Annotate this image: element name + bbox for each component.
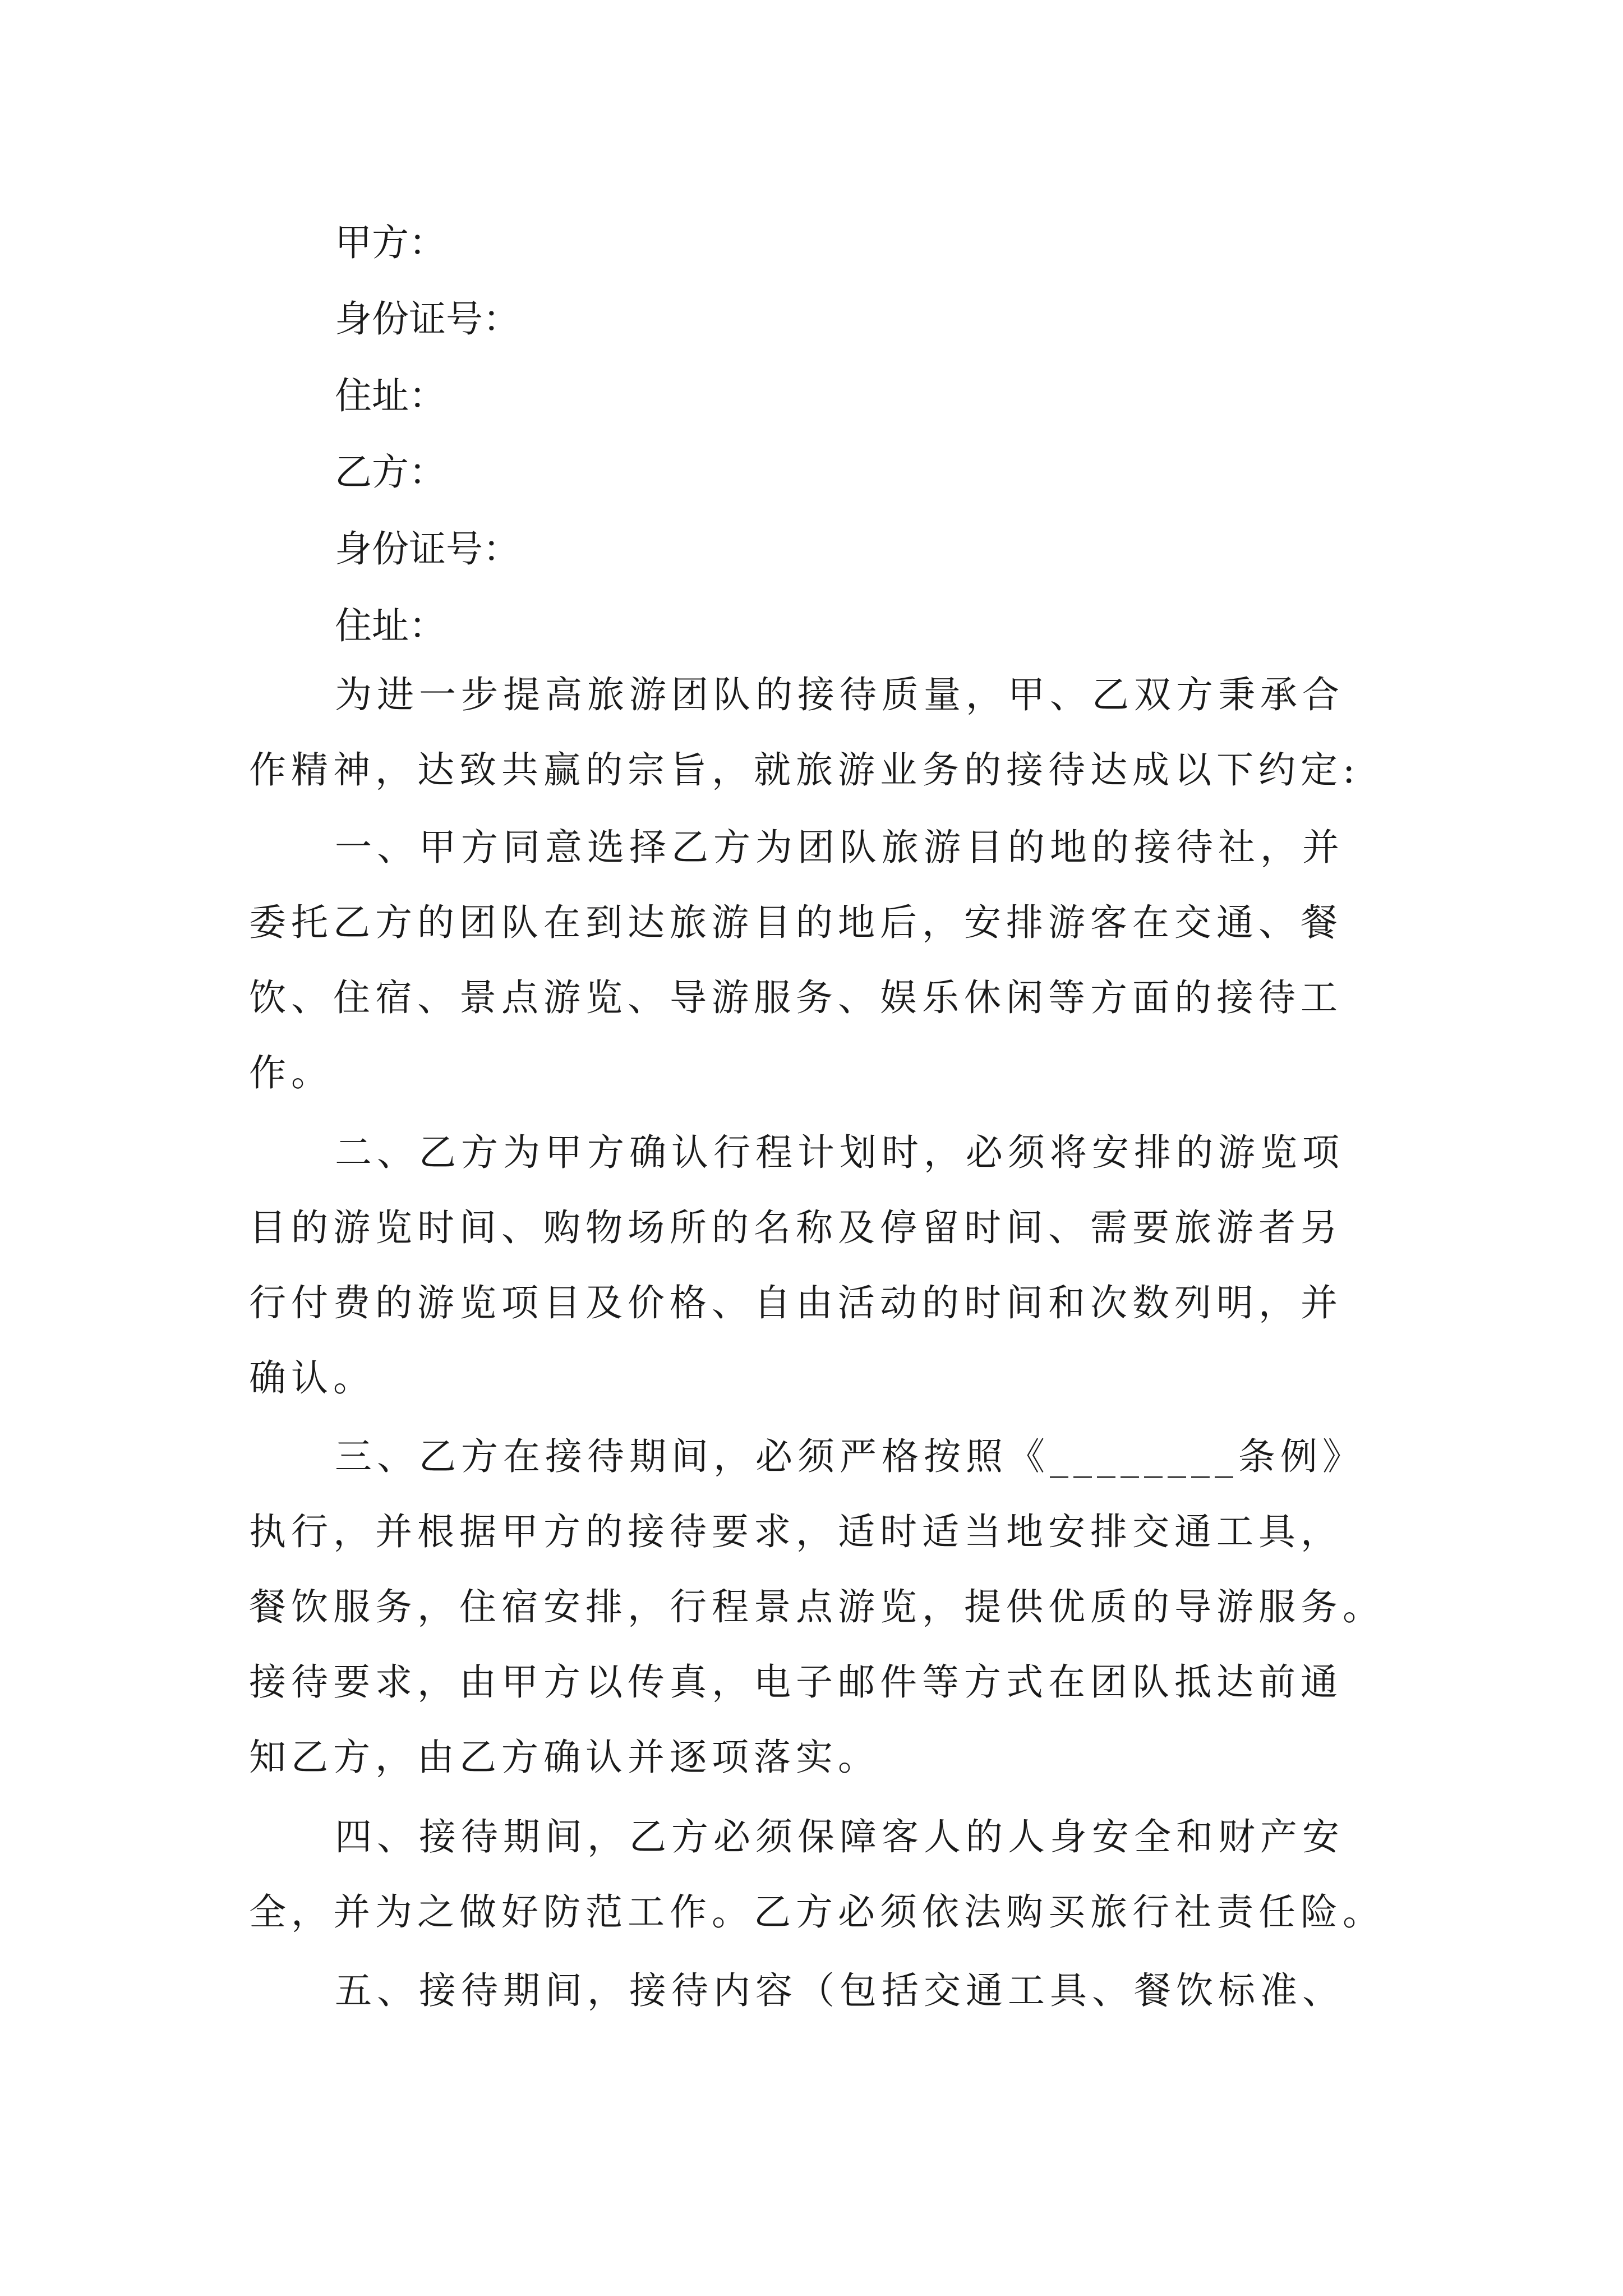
paragraph-line: 接待要求，由甲方以传真，电子邮件等方式在团队抵达前通 [249,1660,1343,1704]
paragraph-line: 二、乙方为甲方确认行程计划时，必须将安排的游览项 [335,1131,1344,1174]
party-b-id-label: 身份证号： [335,527,520,570]
paragraph-line: 一、甲方同意选择乙方为团队旅游目的地的接待社，并 [335,826,1344,869]
paragraph-line: 知乙方，由乙方确认并逐项落实。 [249,1736,880,1779]
clause-2-paragraph [249,1115,1376,1416]
paragraph-line: 作精神，达致共赢的宗旨，就旅游业务的接待达成以下约定: [249,748,1361,792]
party-a-address-label: 住址： [335,374,446,417]
paragraph-line: 确认。 [249,1356,375,1400]
party-a-id-label: 身份证号： [335,297,520,341]
paragraph-line: 三、乙方在接待期间，必须严格按照《________条例》 [335,1435,1364,1478]
clause-4-paragraph [249,1800,1385,1950]
party-b-address-label: 住址： [335,604,446,647]
paragraph-line: 执行，并根据甲方的接待要求，适时适当地安排交通工具， [249,1510,1343,1553]
paragraph-line: 五、接待期间，接待内容（包括交通工具、餐饮标准、 [335,1969,1344,2012]
party-b-label: 乙方： [335,450,446,494]
paragraph-line: 四、接待期间，乙方必须保障客人的人身安全和财产安 [335,1815,1344,1858]
paragraph-line: 委托乙方的团队在到达旅游目的地后，安排游客在交通、餐 [249,901,1343,944]
paragraph-line: 全，并为之做好防范工作。乙方必须依法购买旅行社责任险。 [249,1890,1385,1934]
paragraph-line: 为进一步提高旅游团队的接待质量，甲、乙双方秉承合 [335,673,1344,716]
clause-3-paragraph [249,1419,1385,1795]
intro-paragraph [249,657,1376,808]
paragraph-line: 作。 [249,1051,333,1094]
party-a-label: 甲方： [335,221,446,264]
paragraph-line: 目的游览时间、购物场所的名称及停留时间、需要旅游者另 [249,1206,1343,1249]
paragraph-line: 行付费的游览项目及价格、自由活动的时间和次数列明，并 [249,1281,1343,1324]
paragraph-line: 饮、住宿、景点游览、导游服务、娱乐休闲等方面的接待工 [249,976,1343,1019]
paragraph-line: 餐饮服务，住宿安排，行程景点游览，提供优质的导游服务。 [249,1585,1385,1628]
clause-1-paragraph [249,810,1376,1111]
clause-5-paragraph [249,1953,1376,2028]
